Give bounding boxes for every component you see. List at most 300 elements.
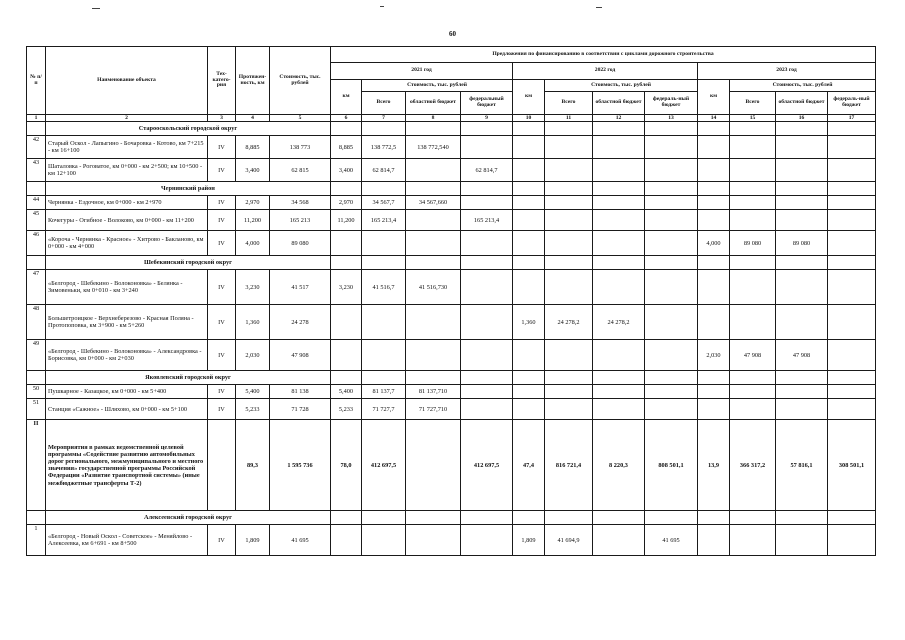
value-cell (513, 159, 545, 182)
section-empty-cell (698, 511, 730, 525)
value-cell (730, 210, 776, 231)
value-cell: 34 567,660 (406, 196, 461, 210)
section-empty-cell (362, 122, 406, 136)
value-cell (461, 305, 513, 340)
section-empty-cell (461, 511, 513, 525)
value-cell: 8 220,3 (593, 420, 645, 511)
value-cell (776, 196, 828, 210)
section-empty-cell (730, 122, 776, 136)
header-total-2021: Всего (362, 92, 406, 115)
value-cell: 5,233 (331, 399, 362, 420)
value-cell: 41 694,9 (545, 525, 593, 556)
header-cost-2023: Стоимость, тыс. рублей (730, 80, 876, 92)
section-empty-cell (545, 371, 593, 385)
value-cell (730, 136, 776, 159)
object-name-cell: Станция «Сажное» - Шляхово, км 0+000 - км 5+100 (46, 399, 208, 420)
value-cell: 1 595 736 (270, 420, 331, 511)
header-proposals: Предложения по финансированию в соответствии с циклами дорожного строительства (331, 47, 876, 63)
table-row (27, 420, 876, 511)
header-no: № п/п (27, 47, 46, 115)
value-cell (776, 305, 828, 340)
section-empty-cell (362, 371, 406, 385)
section-empty-cell (406, 371, 461, 385)
section-empty-cell (593, 182, 645, 196)
section-row (27, 182, 876, 196)
column-number: 4 (236, 115, 270, 122)
header-length: Протяжен-ность, км (236, 47, 270, 115)
section-empty-cell (461, 256, 513, 270)
table-row (27, 270, 876, 305)
value-cell (545, 210, 593, 231)
value-cell (828, 340, 876, 371)
section-empty-cell (730, 182, 776, 196)
value-cell (593, 231, 645, 256)
value-cell: 3,230 (331, 270, 362, 305)
value-cell (645, 210, 698, 231)
object-name-cell: Шаталовка - Роговатое, км 0+000 - км 2+500; км 10+500 - км 12+100 (46, 159, 208, 182)
value-cell: 3,400 (331, 159, 362, 182)
value-cell: 4,000 (698, 231, 730, 256)
section-empty-cell (645, 182, 698, 196)
value-cell (513, 399, 545, 420)
row-number-cell: 50 (27, 385, 46, 399)
section-empty-cell (828, 256, 876, 270)
value-cell (362, 525, 406, 556)
value-cell (406, 159, 461, 182)
scan-mark (92, 8, 100, 9)
section-empty-cell (461, 182, 513, 196)
column-number: 17 (828, 115, 876, 122)
value-cell (593, 270, 645, 305)
section-empty-cell (698, 182, 730, 196)
header-km-2021: км (331, 80, 362, 115)
value-cell (698, 399, 730, 420)
section-empty-cell (593, 256, 645, 270)
section-empty-cell (645, 511, 698, 525)
value-cell: 62 814,7 (461, 159, 513, 182)
value-cell: IV (208, 340, 236, 371)
value-cell (406, 525, 461, 556)
value-cell (461, 231, 513, 256)
value-cell: 2,030 (236, 340, 270, 371)
header-total-2023: Всего (730, 92, 776, 115)
value-cell: 13,9 (698, 420, 730, 511)
value-cell: 1,360 (513, 305, 545, 340)
object-name-cell: «Белгород - Шебекино - Волоконовка» - Александровка - Борисовка, км 0+000 - км 2+030 (46, 340, 208, 371)
section-empty-cell (776, 122, 828, 136)
value-cell (645, 136, 698, 159)
header-cost-2021: Стоимость, тыс. рублей (362, 80, 513, 92)
column-number: 7 (362, 115, 406, 122)
value-cell: 5,233 (236, 399, 270, 420)
value-cell: IV (208, 210, 236, 231)
value-cell (698, 305, 730, 340)
object-name-cell: Чернянка - Ездочное, км 0+000 - км 2+970 (46, 196, 208, 210)
value-cell: IV (208, 231, 236, 256)
section-empty-cell (513, 182, 545, 196)
row-number-cell: 51 (27, 399, 46, 420)
value-cell (545, 270, 593, 305)
object-name-cell: Кочегуры - Огибное - Волоково, км 0+000 - км 11+200 (46, 210, 208, 231)
table-row (27, 231, 876, 256)
column-number: 12 (593, 115, 645, 122)
value-cell (828, 525, 876, 556)
object-name-cell: Старый Оскол - Лапыгино - Бочаровка - Котово, км 7+215 - км 16+100 (46, 136, 208, 159)
section-number-cell (27, 122, 46, 136)
value-cell: 138 772,5 (362, 136, 406, 159)
value-cell: 1,809 (236, 525, 270, 556)
value-cell: 71 727,710 (406, 399, 461, 420)
value-cell (730, 385, 776, 399)
value-cell (461, 136, 513, 159)
value-cell (730, 159, 776, 182)
value-cell: 165 213,4 (461, 210, 513, 231)
value-cell: 62 815 (270, 159, 331, 182)
section-empty-cell (545, 511, 593, 525)
table-row (27, 210, 876, 231)
value-cell (645, 340, 698, 371)
value-cell: 47,4 (513, 420, 545, 511)
object-name-cell: «Белгород - Новый Оскол - Советское» - Меняйлово - Алексеевка, км 6+691 - км 8+500 (46, 525, 208, 556)
value-cell (645, 399, 698, 420)
column-number: 5 (270, 115, 331, 122)
column-number: 2 (46, 115, 208, 122)
table-row (27, 385, 876, 399)
section-empty-cell (698, 371, 730, 385)
section-empty-cell (776, 371, 828, 385)
column-number: 3 (208, 115, 236, 122)
section-empty-cell (645, 371, 698, 385)
scan-mark (380, 6, 384, 7)
value-cell: 5,400 (236, 385, 270, 399)
value-cell (698, 210, 730, 231)
value-cell (645, 270, 698, 305)
value-cell (645, 305, 698, 340)
object-name-cell: Пушкарное - Казацкое, км 0+000 - км 5+400 (46, 385, 208, 399)
row-number-cell: 43 (27, 159, 46, 182)
section-title: Яковлевский городской округ (46, 371, 331, 385)
row-number-cell: 42 (27, 136, 46, 159)
value-cell: IV (208, 525, 236, 556)
value-cell (406, 340, 461, 371)
value-cell: 78,0 (331, 420, 362, 511)
value-cell (776, 385, 828, 399)
section-empty-cell (362, 511, 406, 525)
value-cell: 412 697,5 (461, 420, 513, 511)
row-number-cell: 1 (27, 525, 46, 556)
section-empty-cell (776, 182, 828, 196)
value-cell (645, 231, 698, 256)
section-empty-cell (545, 182, 593, 196)
column-number: 10 (513, 115, 545, 122)
value-cell (461, 399, 513, 420)
value-cell: 165 213,4 (362, 210, 406, 231)
scan-mark (596, 7, 602, 8)
value-cell: 57 816,1 (776, 420, 828, 511)
value-cell: 47 908 (270, 340, 331, 371)
value-cell (362, 340, 406, 371)
header-year-2021: 2021 год (331, 63, 513, 80)
value-cell (461, 196, 513, 210)
value-cell: 62 814,7 (362, 159, 406, 182)
value-cell (828, 270, 876, 305)
value-cell: 41 516,7 (362, 270, 406, 305)
section-empty-cell (828, 511, 876, 525)
value-cell (730, 196, 776, 210)
value-cell: IV (208, 399, 236, 420)
value-cell (406, 210, 461, 231)
value-cell (698, 270, 730, 305)
value-cell (593, 196, 645, 210)
header-km-2022: км (513, 80, 545, 115)
header-federal-2021: федеральный бюджет (461, 92, 513, 115)
value-cell (776, 270, 828, 305)
value-cell (545, 231, 593, 256)
value-cell: 24 278,2 (593, 305, 645, 340)
section-title: Алексеевский городской округ (46, 511, 331, 525)
section-empty-cell (545, 256, 593, 270)
value-cell: 81 138 (270, 385, 331, 399)
value-cell (513, 270, 545, 305)
object-name-cell: Большетроицкое - Верхнеберезово - Красная Поляна - Протопоповка, км 3+900 - км 5+260 (46, 305, 208, 340)
section-title: Старооскольский городской округ (46, 122, 331, 136)
value-cell (513, 210, 545, 231)
header-regional-2022: областной бюджет (593, 92, 645, 115)
value-cell (331, 340, 362, 371)
section-empty-cell (406, 511, 461, 525)
value-cell (645, 159, 698, 182)
section-empty-cell (698, 122, 730, 136)
value-cell: 165 213 (270, 210, 331, 231)
header-year-2022: 2022 год (513, 63, 698, 80)
table-row (27, 525, 876, 556)
section-empty-cell (331, 122, 362, 136)
section-empty-cell (593, 371, 645, 385)
value-cell: 366 317,2 (730, 420, 776, 511)
section-empty-cell (513, 371, 545, 385)
value-cell: 89 080 (270, 231, 331, 256)
value-cell: 71 727,7 (362, 399, 406, 420)
table-row (27, 136, 876, 159)
section-number-cell (27, 371, 46, 385)
value-cell (331, 231, 362, 256)
section-empty-cell (828, 122, 876, 136)
value-cell (730, 399, 776, 420)
value-cell (406, 231, 461, 256)
header-regional-2021: областной бюджет (406, 92, 461, 115)
section-empty-cell (461, 371, 513, 385)
value-cell (776, 159, 828, 182)
value-cell: 8,885 (236, 136, 270, 159)
header-tech-category: Тех-катего-рия (208, 47, 236, 115)
value-cell (645, 196, 698, 210)
section-row (27, 511, 876, 525)
value-cell (593, 385, 645, 399)
value-cell (828, 159, 876, 182)
value-cell (461, 385, 513, 399)
value-cell (545, 399, 593, 420)
section-empty-cell (362, 182, 406, 196)
section-number-cell (27, 256, 46, 270)
value-cell: 81 137,710 (406, 385, 461, 399)
value-cell (776, 136, 828, 159)
value-cell (828, 305, 876, 340)
section-empty-cell (730, 256, 776, 270)
section-empty-cell (828, 182, 876, 196)
section-number-cell (27, 511, 46, 525)
value-cell: 1,809 (513, 525, 545, 556)
section-title: Чернянский район (46, 182, 331, 196)
financing-table (26, 46, 876, 556)
value-cell: 308 501,1 (828, 420, 876, 511)
section-title: Шебекинский городской округ (46, 256, 331, 270)
value-cell: 2,970 (331, 196, 362, 210)
value-cell: 34 567,7 (362, 196, 406, 210)
section-empty-cell (331, 256, 362, 270)
section-empty-cell (331, 511, 362, 525)
column-number: 9 (461, 115, 513, 122)
value-cell (828, 385, 876, 399)
value-cell: 2,970 (236, 196, 270, 210)
section-empty-cell (730, 511, 776, 525)
value-cell: 3,230 (236, 270, 270, 305)
value-cell (776, 210, 828, 231)
value-cell (730, 270, 776, 305)
value-cell: 81 137,7 (362, 385, 406, 399)
value-cell: IV (208, 385, 236, 399)
column-number: 13 (645, 115, 698, 122)
value-cell (513, 231, 545, 256)
row-number-cell: 46 (27, 231, 46, 256)
value-cell (828, 196, 876, 210)
value-cell: 41 516,730 (406, 270, 461, 305)
column-number-row (27, 115, 876, 122)
value-cell (545, 196, 593, 210)
section-empty-cell (513, 122, 545, 136)
section-empty-cell (331, 371, 362, 385)
value-cell (828, 399, 876, 420)
section-empty-cell (362, 256, 406, 270)
value-cell: 24 278 (270, 305, 331, 340)
value-cell (513, 136, 545, 159)
column-number: 11 (545, 115, 593, 122)
value-cell (593, 525, 645, 556)
header-federal-2022: федераль-ный бюджет (645, 92, 698, 115)
value-cell (513, 385, 545, 399)
value-cell: IV (208, 196, 236, 210)
value-cell (513, 340, 545, 371)
value-cell: 816 721,4 (545, 420, 593, 511)
header-federal-2023: федераль-ный бюджет (828, 92, 876, 115)
value-cell (513, 196, 545, 210)
section-empty-cell (461, 122, 513, 136)
row-number-cell: 44 (27, 196, 46, 210)
value-cell: 47 908 (776, 340, 828, 371)
section-empty-cell (331, 182, 362, 196)
value-cell (545, 159, 593, 182)
section-empty-cell (593, 511, 645, 525)
row-number-cell: 45 (27, 210, 46, 231)
value-cell: 4,000 (236, 231, 270, 256)
section-empty-cell (645, 122, 698, 136)
section-empty-cell (645, 256, 698, 270)
value-cell: 808 501,1 (645, 420, 698, 511)
header-km-2023: км (698, 80, 730, 115)
section-empty-cell (730, 371, 776, 385)
value-cell (545, 340, 593, 371)
section-empty-cell (545, 122, 593, 136)
column-number: 8 (406, 115, 461, 122)
section-empty-cell (406, 182, 461, 196)
section-row (27, 122, 876, 136)
section-empty-cell (406, 256, 461, 270)
value-cell: 412 697,5 (362, 420, 406, 511)
row-number-cell: 48 (27, 305, 46, 340)
column-number: 1 (27, 115, 46, 122)
value-cell (593, 159, 645, 182)
value-cell (593, 136, 645, 159)
header-cost-total: Стоимость, тыс. рублей (270, 47, 331, 115)
value-cell (461, 270, 513, 305)
value-cell: 3,400 (236, 159, 270, 182)
section-row (27, 256, 876, 270)
table-row (27, 399, 876, 420)
value-cell (461, 525, 513, 556)
value-cell (593, 210, 645, 231)
column-number: 6 (331, 115, 362, 122)
table-row (27, 340, 876, 371)
header-year-2023: 2023 год (698, 63, 876, 80)
value-cell (331, 525, 362, 556)
section-empty-cell (698, 256, 730, 270)
table-row (27, 159, 876, 182)
value-cell (461, 340, 513, 371)
header-total-2022: Всего (545, 92, 593, 115)
value-cell (593, 399, 645, 420)
object-name-cell: Мероприятия в рамках ведомственной целевой программы «Содействие развитию автомобильных дорог регионального, межмуниципального и местного значения» государственной программы Российской Федерации «Развитие транспортной системы» (иные межбюджетные трансферты Т-2) (46, 420, 208, 511)
value-cell (730, 305, 776, 340)
row-number-cell: 47 (27, 270, 46, 305)
value-cell (698, 136, 730, 159)
object-name-cell: «Белгород - Шебекино - Волоконовка» - Белянка - Зимовеньки, км 0+010 - км 3+240 (46, 270, 208, 305)
value-cell (730, 525, 776, 556)
value-cell: 41 695 (270, 525, 331, 556)
value-cell: 2,030 (698, 340, 730, 371)
value-cell: 34 568 (270, 196, 331, 210)
header-cost-2022: Стоимость, тыс. рублей (545, 80, 698, 92)
header-row-1 (27, 47, 876, 63)
value-cell: IV (208, 136, 236, 159)
value-cell (776, 399, 828, 420)
value-cell: 47 908 (730, 340, 776, 371)
value-cell: 11,200 (331, 210, 362, 231)
value-cell (645, 385, 698, 399)
section-empty-cell (776, 256, 828, 270)
value-cell: 5,400 (331, 385, 362, 399)
table-row (27, 196, 876, 210)
value-cell: 138 773 (270, 136, 331, 159)
value-cell (593, 340, 645, 371)
value-cell (545, 136, 593, 159)
value-cell (698, 525, 730, 556)
value-cell (545, 385, 593, 399)
value-cell: 89 080 (730, 231, 776, 256)
column-number: 14 (698, 115, 730, 122)
section-empty-cell (513, 256, 545, 270)
value-cell: IV (208, 270, 236, 305)
section-number-cell (27, 182, 46, 196)
value-cell (698, 385, 730, 399)
